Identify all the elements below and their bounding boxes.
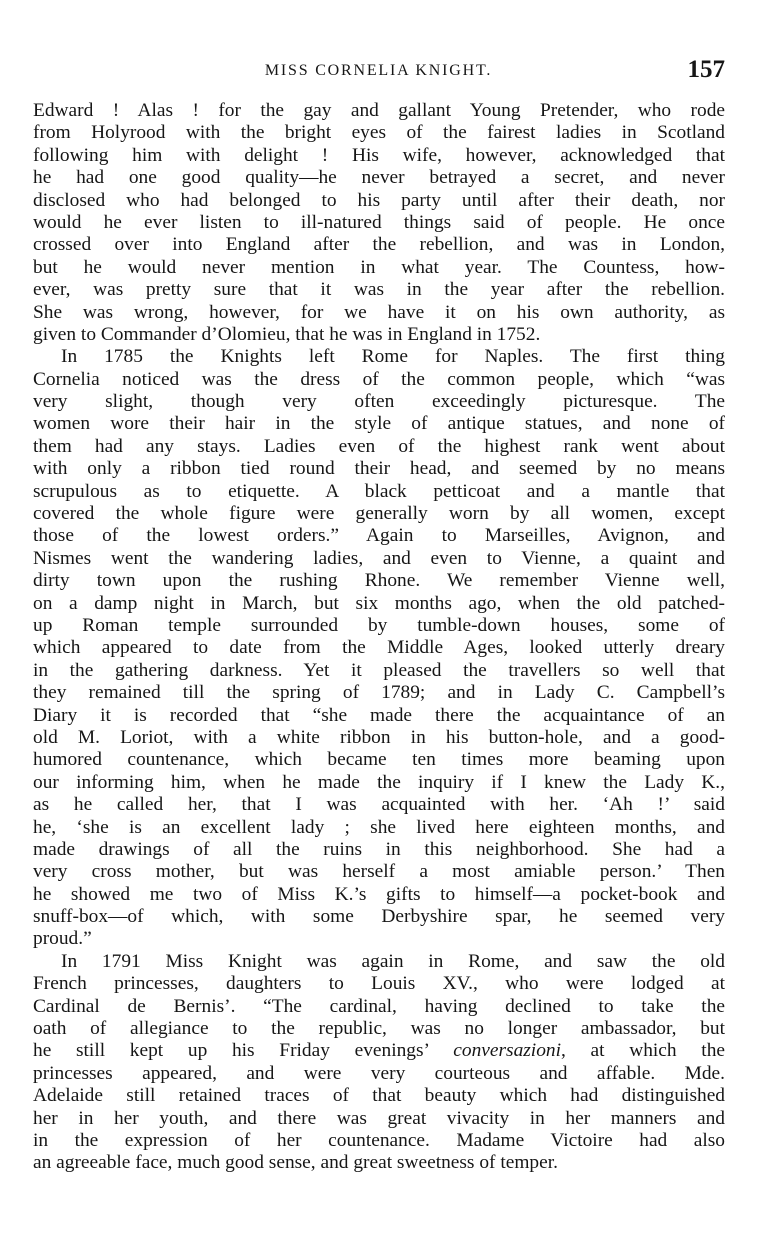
text-line: he had one good quality—he never betrayed a secret, and never: [33, 167, 725, 189]
text-line: oath of allegiance to the republic, was no longer ambassador, but: [33, 1018, 725, 1040]
text-line: French princesses, daughters to Louis XV., who were lodged at: [33, 973, 725, 995]
text-line: up Roman temple surrounded by tumble-down houses, some of: [33, 614, 725, 636]
text-line: princesses appeared, and were very courteous and affable. Mde.: [33, 1062, 725, 1084]
text-line: humored countenance, which became ten times more beaming upon: [33, 749, 725, 771]
text-line: very cross mother, but was herself a most amiable person.’ Then: [33, 861, 725, 883]
paragraph: [33, 100, 725, 346]
page-number: 157: [687, 56, 725, 83]
text-line: made drawings of all the ruins in this neighborhood. She had a: [33, 838, 725, 860]
text-line: In 1785 the Knights left Rome for Naples. The first thing: [61, 346, 725, 368]
text-line: with only a ribbon tied round their head, and seemed by no means: [33, 458, 725, 480]
text-line: he still kept up his Friday evenings’ conversazioni, at which the: [33, 1040, 725, 1062]
text-line: Adelaide still retained traces of that beauty which had distinguished: [33, 1085, 725, 1107]
text-line: her in her youth, and there was great vivacity in her manners and: [33, 1107, 725, 1129]
text-line: which appeared to date from the Middle Ages, looked utterly dreary: [33, 637, 725, 659]
text-line: those of the lowest orders.” Again to Marseilles, Avignon, and: [33, 525, 725, 547]
text-line: proud.”: [33, 928, 92, 950]
text-line: following him with delight ! His wife, however, acknowledged that: [33, 144, 725, 166]
text-line: an agreeable face, much good sense, and great sweetness of temper.: [33, 1152, 558, 1174]
text-line: he showed me two of Miss K.’s gifts to himself—a pocket-book and: [33, 883, 725, 905]
body-text: [33, 100, 725, 1175]
text-line: he, ‘she is an excellent lady ; she lived here eighteen months, and: [33, 816, 725, 838]
paragraph: [33, 346, 725, 951]
text-line: in the expression of her countenance. Madame Victoire had also: [33, 1129, 725, 1151]
text-line: as he called her, that I was acquainted with her. ‘Ah !’ said: [33, 794, 725, 816]
text-line: given to Commander d’Olomieu, that he was in England in 1752.: [33, 323, 541, 345]
text-line: but he would never mention in what year. The Countess, how-: [33, 256, 725, 278]
text-line: would he ever listen to ill-natured things said of people. He once: [33, 211, 725, 233]
text-line: scrupulous as to etiquette. A black petticoat and a mantle that: [33, 480, 725, 502]
running-head: [32, 56, 725, 86]
text-line: Diary it is recorded that “she made there the acquaintance of an: [33, 704, 725, 726]
text-line: disclosed who had belonged to his party until after their death, nor: [33, 189, 725, 211]
text-line: them had any stays. Ladies even of the highest rank went about: [33, 435, 725, 457]
text-line: She was wrong, however, for we have it on his own authority, as: [33, 301, 725, 323]
text-line: ever, was pretty sure that it was in the year after the rebellion.: [33, 279, 725, 301]
text-line: old M. Loriot, with a white ribbon in his button-hole, and a good-: [33, 726, 725, 748]
text-line: Edward ! Alas ! for the gay and gallant Young Pretender, who rode: [33, 100, 725, 121]
text-line: covered the whole figure were generally worn by all women, except: [33, 503, 725, 525]
text-line: our informing him, when he made the inquiry if I knew the Lady K.,: [33, 771, 725, 793]
text-line: they remained till the spring of 1789; and in Lady C. Campbell’s: [33, 682, 725, 704]
text-line: Nismes went the wandering ladies, and even to Vienne, a quaint and: [33, 547, 725, 569]
text-line: very slight, though very often exceedingly picturesque. The: [33, 391, 725, 413]
text-line: dirty town upon the rushing Rhone. We remember Vienne well,: [33, 570, 725, 592]
running-title: MISS CORNELIA KNIGHT.: [264, 62, 493, 79]
paragraph: [33, 951, 725, 1175]
text-line: crossed over into England after the rebellion, and was in London,: [33, 234, 725, 256]
text-line: in the gathering darkness. Yet it pleased the travellers so well that: [33, 659, 725, 681]
text-line: Cornelia noticed was the dress of the common people, which “was: [33, 368, 725, 390]
text-line: Cardinal de Bernis’. “The cardinal, having declined to take the: [33, 995, 725, 1017]
text-line: women wore their hair in the style of antique statues, and none of: [33, 413, 725, 435]
text-line: snuff-box—of which, with some Derbyshire spar, he seemed very: [33, 906, 725, 928]
text-line: on a damp night in March, but six months ago, when the old patched-: [33, 592, 725, 614]
text-line: In 1791 Miss Knight was again in Rome, and saw the old: [61, 950, 725, 972]
text-line: from Holyrood with the bright eyes of the fairest ladies in Scotland: [33, 122, 725, 144]
